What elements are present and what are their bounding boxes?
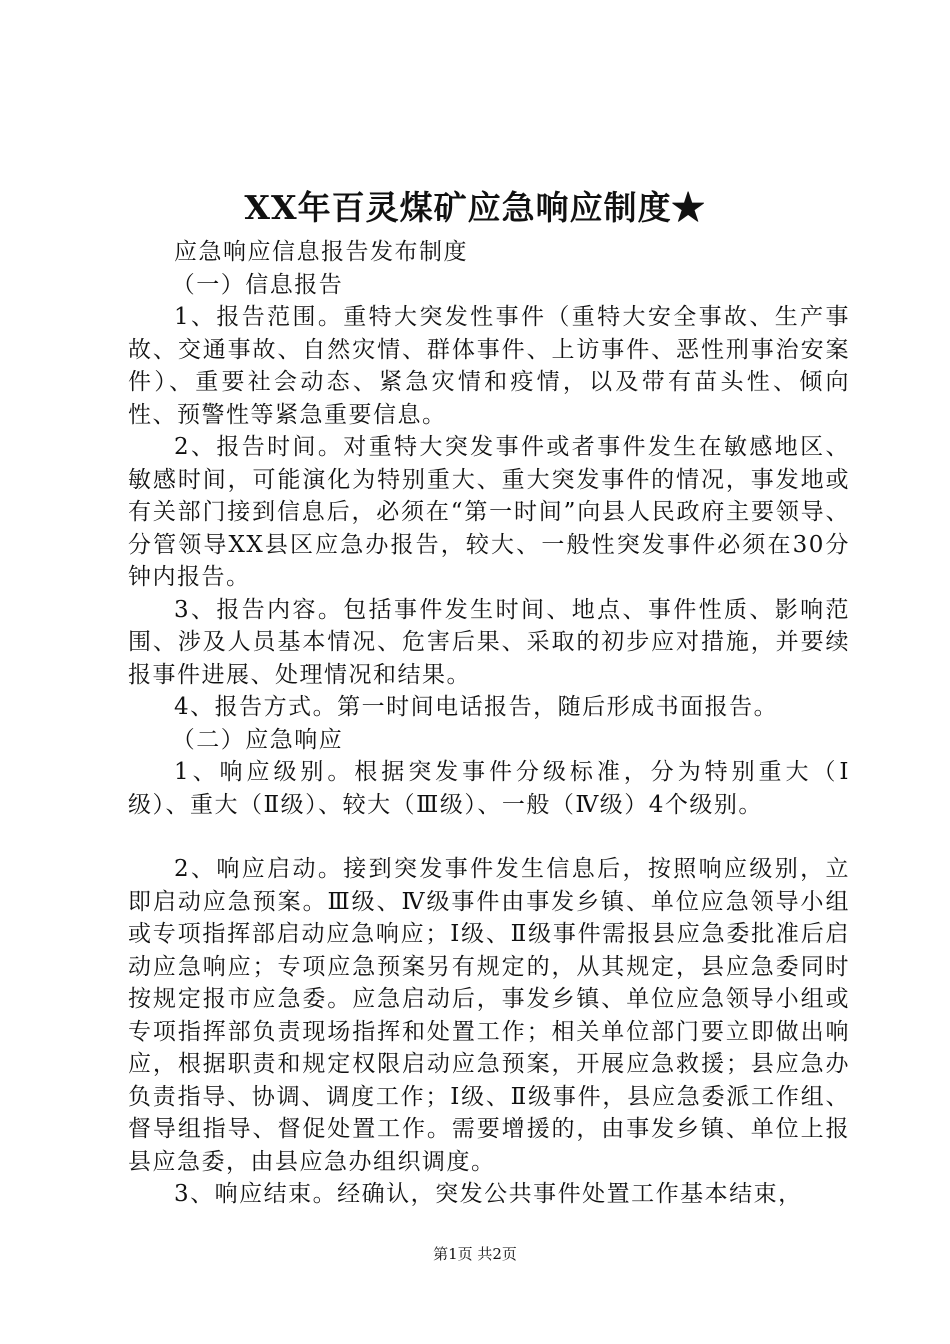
section-heading: 应急响应信息报告发布制度 [174,239,468,265]
paragraph: 2、响应启动。接到突发事件发生信息后，按照响应级别，立即启动应急预案。Ⅲ级、Ⅳ级事件由事发乡镇、单位应急领导小组或专项指挥部启动应急响应；Ⅰ级、Ⅱ级事件需报县应急委批准后启动应急响应；专项应急预案另有规定的，从其规定，县应急委同时按规定报市应急委。应急启动后，事发乡镇、单位应急领导小组或专项指挥部负责现场指挥和处置工作；相关单位部门要立即做出响应，根据职责和规定权限启动应急预案，开展应急救援；县应急办负责指导、协调、调度工作；Ⅰ级、Ⅱ级事件，县应急委派工作组、督导组指导、督促处置工作。需要增援的，由事发乡镇、单位上报县应急委，由县应急办组织调度。 [128,856,850,1175]
paragraph: 4、报告方式。第一时间电话报告，随后形成书面报告。 [174,694,779,720]
document-body [128,236,850,1211]
paragraph: 3、报告内容。包括事件发生时间、地点、事件性质、影响范围、涉及人员基本情况、危害后果、采取的初步应对措施，并要续报事件进展、处理情况和结果。 [128,596,850,688]
paragraph: 1、报告范围。重特大突发性事件（重特大安全事故、生产事故、交通事故、自然灾情、群体事件、上访事件、恶性刑事治安案件）、重要社会动态、紧急灾情和疫情，以及带有苗头性、倾向性、预警性等紧急重要信息。 [128,304,850,428]
page-number: 第1页 共2页 [433,1245,517,1263]
paragraph: 1、响应级别。根据突发事件分级标准，分为特别重大（Ⅰ级）、重大（Ⅱ级）、较大（Ⅲ级）、一般（Ⅳ级）4个级别。 [128,759,850,818]
paragraph: 2、报告时间。对重特大突发事件或者事件发生在敏感地区、敏感时间，可能演化为特别重大、重大突发事件的情况，事发地或有关部门接到信息后，必须在“第一时间”向县人民政府主要领导、分管领导XX县区应急办报告，较大、一般性突发事件必须在30分钟内报告。 [128,434,850,590]
document-title: XX年百灵煤矿应急响应制度★ [244,188,706,227]
subsection-heading: （二）应急响应 [171,726,344,753]
paragraph: 3、响应结束。经确认，突发公共事件处置工作基本结束， [174,1181,803,1207]
subsection-heading: （一）信息报告 [171,271,344,298]
